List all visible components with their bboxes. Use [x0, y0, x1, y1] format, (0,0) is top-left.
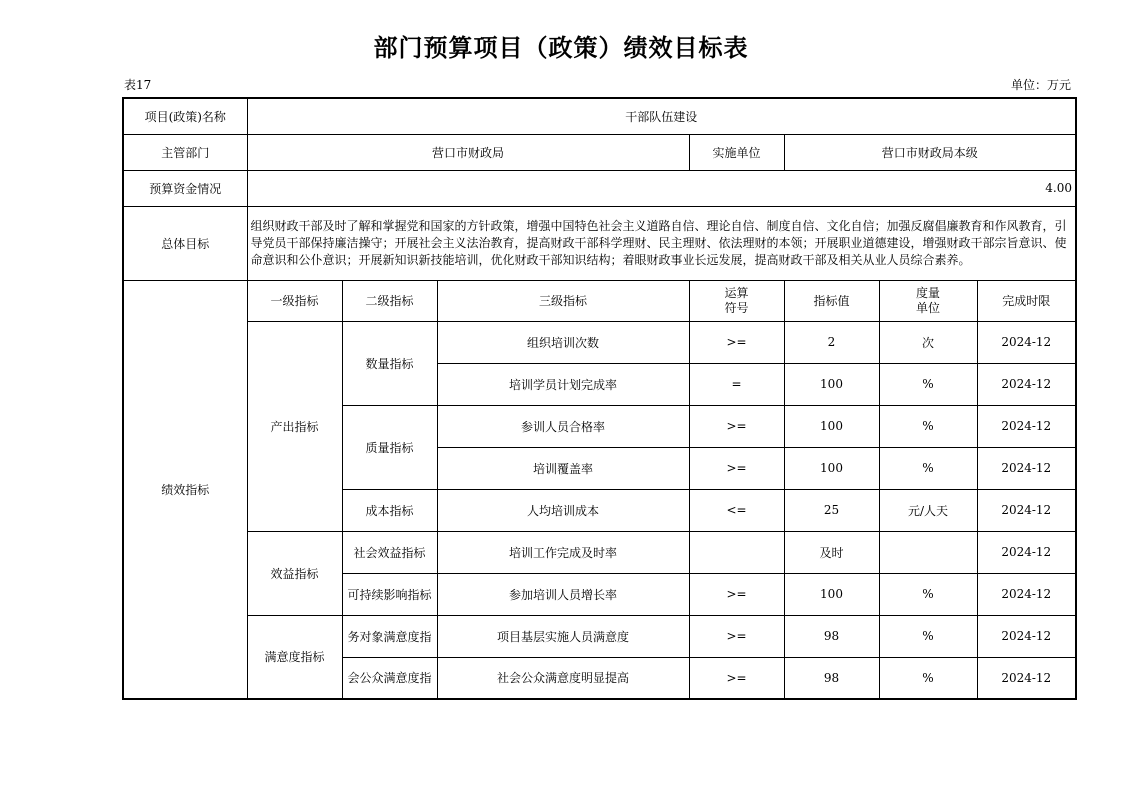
indicator-deadline: 2024-12 [977, 531, 1076, 573]
header-l1: 一级指标 [247, 280, 342, 321]
header-unit-line1: 度量 [915, 285, 940, 300]
project-name: 干部队伍建设 [247, 98, 1076, 134]
budget-label: 预算资金情况 [123, 170, 247, 206]
indicator-unit: 元/人天 [879, 489, 977, 531]
header-l2: 二级指标 [342, 280, 437, 321]
indicator-value: 2 [784, 321, 879, 363]
indicator-deadline: 2024-12 [977, 321, 1076, 363]
group-quantity: 数量指标 [342, 321, 437, 405]
indicator-name: 组织培训次数 [437, 321, 689, 363]
indicator-name: 培训工作完成及时率 [437, 531, 689, 573]
group-social-benefit: 社会效益指标 [342, 531, 437, 573]
indicator-deadline: 2024-12 [977, 573, 1076, 615]
indicator-deadline: 2024-12 [977, 447, 1076, 489]
indicator-op: >= [689, 321, 784, 363]
header-op-line1: 运算 [724, 285, 749, 300]
table-row [123, 531, 1076, 573]
indicator-name: 社会公众满意度明显提高 [437, 657, 689, 699]
header-value: 指标值 [784, 280, 879, 321]
dept-value: 营口市财政局 [247, 134, 689, 170]
impl-value: 营口市财政局本级 [784, 134, 1076, 170]
indicator-value: 98 [784, 657, 879, 699]
indicator-deadline: 2024-12 [977, 615, 1076, 657]
indicator-name: 项目基层实施人员满意度 [437, 615, 689, 657]
indicator-value: 100 [784, 447, 879, 489]
header-op-line2: 符号 [724, 300, 749, 315]
budget-value: 4.00 [247, 170, 1076, 206]
indicator-value: 100 [784, 405, 879, 447]
indicator-unit: % [879, 405, 977, 447]
group-satisfaction: 满意度指标 [247, 615, 342, 699]
header-l3: 三级指标 [437, 280, 689, 321]
page-title: 部门预算项目（政策）绩效目标表 [373, 34, 749, 62]
indicator-op: >= [689, 657, 784, 699]
budget-row [123, 170, 1076, 206]
indicator-op: >= [689, 615, 784, 657]
indicator-op [689, 531, 784, 573]
group-cost: 成本指标 [342, 489, 437, 531]
group-sustain: 可持续影响指标 [342, 573, 437, 615]
project-row [123, 98, 1076, 134]
group-sat-public: 会公众满意度指 [342, 657, 437, 699]
indicator-value: 98 [784, 615, 879, 657]
indicator-name: 参加培训人员增长率 [437, 573, 689, 615]
indicator-unit: % [879, 657, 977, 699]
performance-table [122, 97, 1077, 700]
header-unit [879, 280, 977, 321]
indicator-value: 25 [784, 489, 879, 531]
indicator-op: >= [689, 447, 784, 489]
indicator-deadline: 2024-12 [977, 363, 1076, 405]
header-op [689, 280, 784, 321]
indicator-name: 培训学员计划完成率 [437, 363, 689, 405]
indicator-deadline: 2024-12 [977, 405, 1076, 447]
project-label: 项目(政策)名称 [123, 98, 247, 134]
table-number: 表17 [124, 78, 152, 92]
group-quality: 质量指标 [342, 405, 437, 489]
indicator-name: 参训人员合格率 [437, 405, 689, 447]
header-deadline: 完成时限 [977, 280, 1076, 321]
indicator-deadline: 2024-12 [977, 657, 1076, 699]
goal-label: 总体目标 [123, 206, 247, 280]
indicator-op: = [689, 363, 784, 405]
group-benefit: 效益指标 [247, 531, 342, 615]
indicator-value: 100 [784, 573, 879, 615]
indicator-op: >= [689, 405, 784, 447]
indicator-value: 100 [784, 363, 879, 405]
indicator-deadline: 2024-12 [977, 489, 1076, 531]
goal-row [123, 206, 1076, 280]
table-row [123, 615, 1076, 657]
group-output: 产出指标 [247, 321, 342, 531]
indicator-unit: 次 [879, 321, 977, 363]
indicator-op: >= [689, 573, 784, 615]
indicator-name: 人均培训成本 [437, 489, 689, 531]
group-sat-service: 务对象满意度指 [342, 615, 437, 657]
header-row [123, 280, 1076, 321]
table-row [123, 321, 1076, 363]
goal-text: 组织财政干部及时了解和掌握党和国家的方针政策，增强中国特色社会主义道路自信、理论自信、制度自信、文化自信；加强反腐倡廉教育和作风教育，引导党员干部保持廉洁操守；开展社会主义法治教育，提高财政干部科学理财、民主理财、依法理财的本领；开展职业道德建设，增强财政干部宗旨意识、使命意识和公仆意识；开展新知识新技能培训，优化财政干部知识结构；着眼财政事业长远发展，提高财政干部及相关从业人员综合素养。 [247, 206, 1076, 280]
impl-label: 实施单位 [689, 134, 784, 170]
dept-label: 主管部门 [123, 134, 247, 170]
unit-label: 单位：万元 [1010, 78, 1071, 92]
indicator-value: 及时 [784, 531, 879, 573]
indicator-unit [879, 531, 977, 573]
header-unit-line2: 单位 [915, 300, 940, 315]
indicator-op: <= [689, 489, 784, 531]
indicator-name: 培训覆盖率 [437, 447, 689, 489]
indicator-unit: % [879, 615, 977, 657]
perf-label: 绩效指标 [123, 280, 247, 699]
indicator-unit: % [879, 573, 977, 615]
indicator-unit: % [879, 447, 977, 489]
department-row [123, 134, 1076, 170]
indicator-unit: % [879, 363, 977, 405]
